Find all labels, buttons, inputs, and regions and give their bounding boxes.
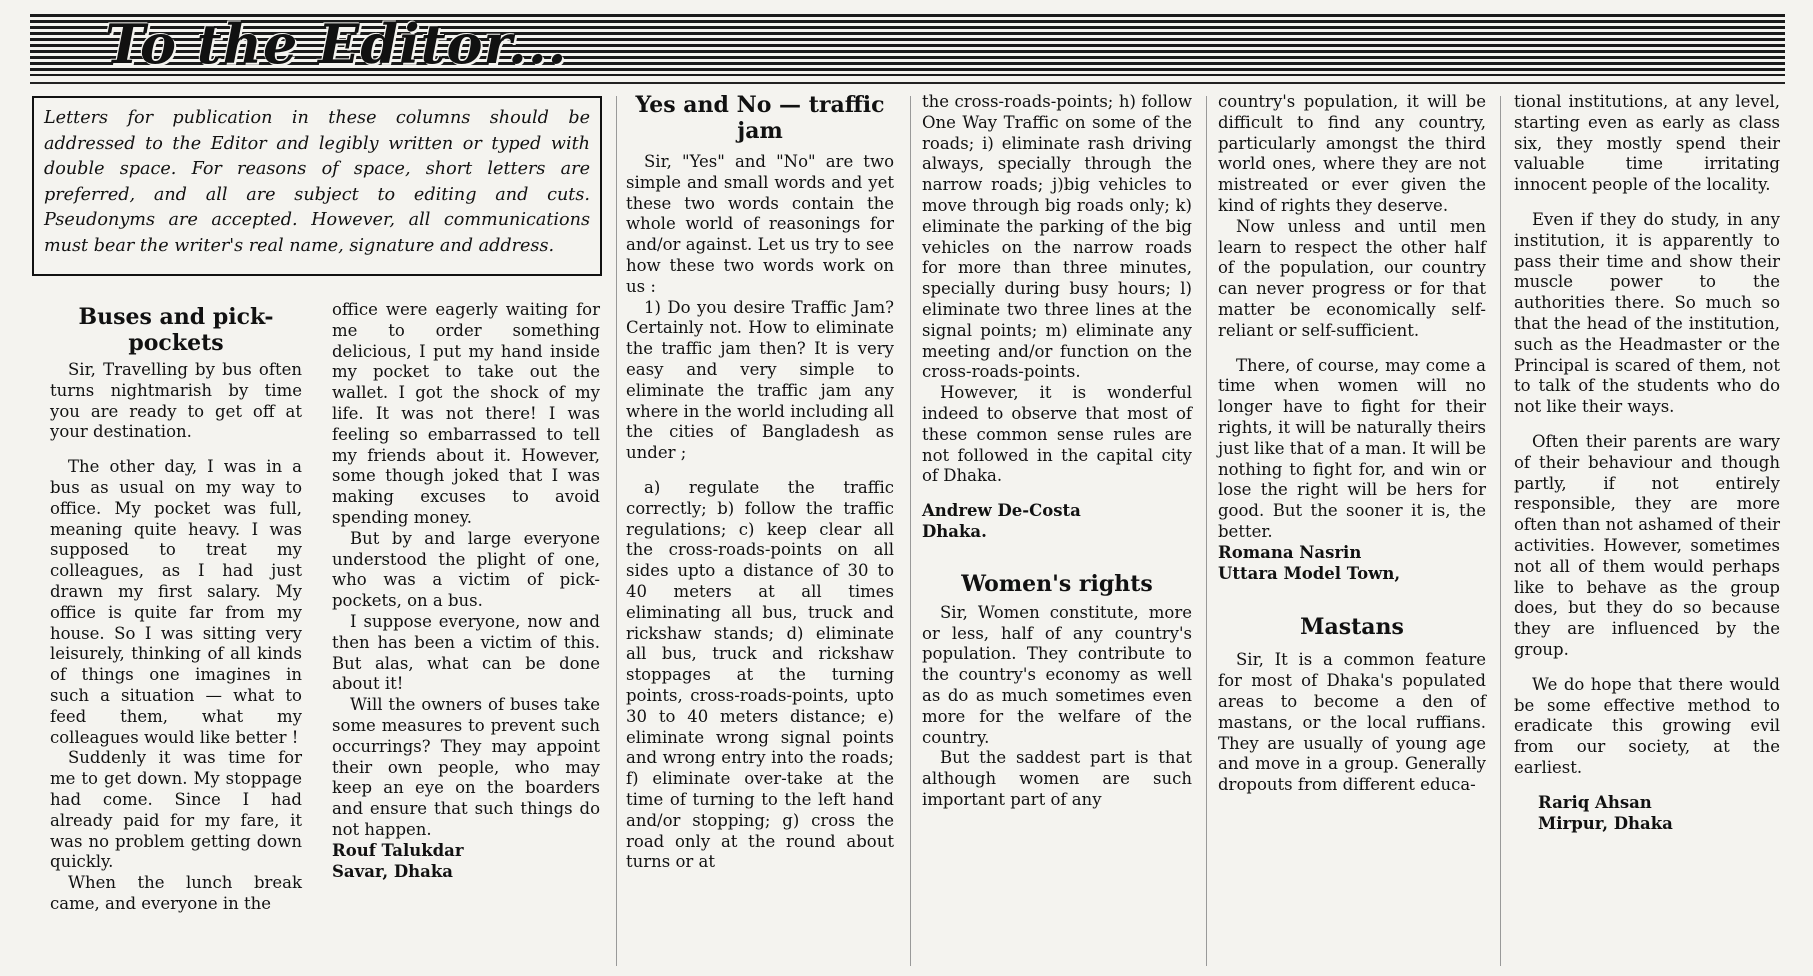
- traffic-paragraph-5: However, it is wonderful indeed to observe that most of these common sense rules are not followed in the capital city of Dhaka.: [922, 383, 1192, 486]
- buses-paragraph-2: The other day, I was in a bus as usual on my way to office. My pocket was full, meaning quite heavy. I was supposed to treat my colleagues, as I had just drawn my first salary. My office is quite far from my house. So I was sitting very leisurely, thinking of all kinds of things one imagines in such a situation — what to feed them, what my colleagues would like better !: [50, 457, 302, 747]
- masthead-banner: [30, 14, 1785, 76]
- traffic-signature-name: Andrew De-Costa: [922, 501, 1081, 521]
- column-divider: [616, 96, 617, 966]
- column-2: [332, 300, 600, 882]
- buses-paragraph-6: But by and large everyone understood the plight of one, who was a victim of pick-pockets, on a bus.: [332, 528, 600, 611]
- women-paragraph-5: There, of course, may come a time when women will no longer have to fight for their rights, it will be naturally theirs just like that of a man. It will be nothing to fight for, and win or lose the right will be hers for good. But the sooner it is, the better.: [1218, 355, 1486, 541]
- buses-paragraph-3: Suddenly it was time for me to get down. My stoppage had come. Since I had already paid for my fare, it was no problem getting down quickly.: [50, 748, 302, 872]
- traffic-paragraph-3: a) regulate the traffic correctly; b) follow the traffic regulations; c) keep clear all the cross-roads-points on all sides upto a distance of 30 to 40 meters at all times eliminating all bus, truck and rickshaw stands; d) eliminate all bus, truck and rickshaw stoppages at the turning points, cross-roads-points, upto 30 to 40 meters distance; e) eliminate wrong signal points and wrong entry into the roads; f) eliminate over-take at the time of turning to the left hand and/or stopping; g) cross the road only at the round about turns or at: [626, 477, 894, 872]
- women-paragraph-2: But the saddest part is that although women are such important part of any: [922, 748, 1192, 809]
- traffic-paragraph-1: Sir, "Yes" and "No" are two simple and small words and yet these two words contain the whole world of reasonings for and/or against. Let us try to see how these two words work on us :: [626, 152, 894, 296]
- mastans-signature-name: Rariq Ahsan: [1538, 792, 1652, 812]
- submission-notice-box: [32, 96, 602, 276]
- buses-paragraph-7: I suppose everyone, now and then has been a victim of this. But alas, what can be done about it!: [332, 611, 600, 694]
- column-divider: [1500, 96, 1501, 966]
- masthead-rule: [30, 82, 1785, 84]
- buses-paragraph-5: office were eagerly waiting for me to order something delicious, I put my hand inside my pocket to take out the wallet. I got the shock of my life. It was not there! I was feeling so embarrassed to tell my friends about it. However, some though joked that I was making excuses to avoid spending money.: [332, 300, 600, 527]
- column-divider: [910, 96, 911, 966]
- mastans-paragraph-2: tional institutions, at any level, starting even as early as class six, they mostly spend their valuable time irritating innocent people of the locality.: [1514, 92, 1780, 195]
- traffic-paragraph-2: 1) Do you desire Traffic Jam? Certainly not. How to eliminate the traffic jam then? It is very easy and very simple to eliminate the traffic jam any where in the world including all the cities of Bangladesh as under ;: [626, 297, 894, 463]
- masthead-title: To the Editor...: [105, 14, 568, 76]
- traffic-signature-place: Dhaka.: [922, 521, 987, 541]
- mastans-paragraph-1: Sir, It is a common feature for most of Dhaka's populated areas to become a den of mastans, or the local ruffians. They are usually of young age and move in a group. Generally dropouts from different educa-: [1218, 650, 1486, 795]
- mastans-paragraph-4: Often their parents are wary of their behaviour and though partly, if not entirely responsible, they are more often than not ashamed of their activities. However, sometimes not all of them would perhaps like to behave as the group does, but they do so because they are influenced by the group.: [1514, 431, 1780, 659]
- letter-heading-mastans: Mastans: [1300, 614, 1404, 641]
- buses-signature-name: Rouf Talukdar: [332, 840, 464, 860]
- women-paragraph-1: Sir, Women constitute, more or less, half of any country's population. They contribute to the country's economy as well as do as much sometimes even more for the welfare of the country.: [922, 602, 1192, 747]
- buses-paragraph-4: When the lunch break came, and everyone in the: [50, 873, 302, 913]
- mastans-paragraph-5: We do hope that there would be some effective method to eradicate this growing evil from our society, at the earliest.: [1514, 674, 1780, 777]
- mastans-signature-place: Mirpur, Dhaka: [1538, 813, 1673, 833]
- buses-signature-place: Savar, Dhaka: [332, 861, 453, 881]
- column-5: [1218, 92, 1486, 796]
- mastans-paragraph-3: Even if they do study, in any institution, it is apparently to pass their time and show their muscle power to the authorities there. So much so that the head of the institution, such as the Headmaster or the Principal is scared of them, not to talk of the students who do not like their ways.: [1514, 209, 1780, 417]
- column-6: [1514, 92, 1780, 834]
- letter-heading-buses: Buses and pick-pockets: [78, 304, 274, 356]
- column-1: [50, 304, 302, 915]
- letter-heading-women: Women's rights: [961, 570, 1153, 597]
- women-signature-place: Uttara Model Town,: [1218, 563, 1401, 583]
- column-divider: [1206, 96, 1207, 966]
- women-signature-name: Romana Nasrin: [1218, 542, 1362, 562]
- letter-heading-traffic: Yes and No — traffic jam: [635, 92, 885, 144]
- buses-paragraph-8: Will the owners of buses take some measures to prevent such occurrings? They may appoint their own people, who may keep an eye on the boarders and ensure that such things do not happen.: [332, 695, 600, 839]
- traffic-paragraph-4: the cross-roads-points; h) follow One Way Traffic on some of the roads; i) eliminate rash driving always, specially through the narrow roads; j)big vehicles to move through big roads only; k) eliminate the parking of the big vehicles on the narrow roads for more than three minutes, specially during busy hours; l) eliminate two three lines at the signal points; m) eliminate any meeting and/or function on the cross-roads-points.: [922, 92, 1192, 382]
- women-paragraph-4: Now unless and until men learn to respect the other half of the population, our country can never progress or for that matter be economically self-reliant or self-sufficient.: [1218, 216, 1486, 340]
- column-4: [922, 92, 1192, 811]
- column-3: [626, 92, 894, 873]
- notice-text: Letters for publication in these columns should be addressed to the Editor and legibly written or typed with double space. For reasons of space, short letters are preferred, and all are subject to editing and cuts. Pseudonyms are accepted. However, all communications must bear the writer's real name, signature and address.: [44, 108, 590, 256]
- buses-paragraph-1: Sir, Travelling by bus often turns nightmarish by time you are ready to get off at your destination.: [50, 360, 302, 442]
- women-paragraph-3: country's population, it will be difficult to find any country, particularly amongst the third world ones, where they are not mistreated or ever given the kind of rights they deserve.: [1218, 92, 1486, 215]
